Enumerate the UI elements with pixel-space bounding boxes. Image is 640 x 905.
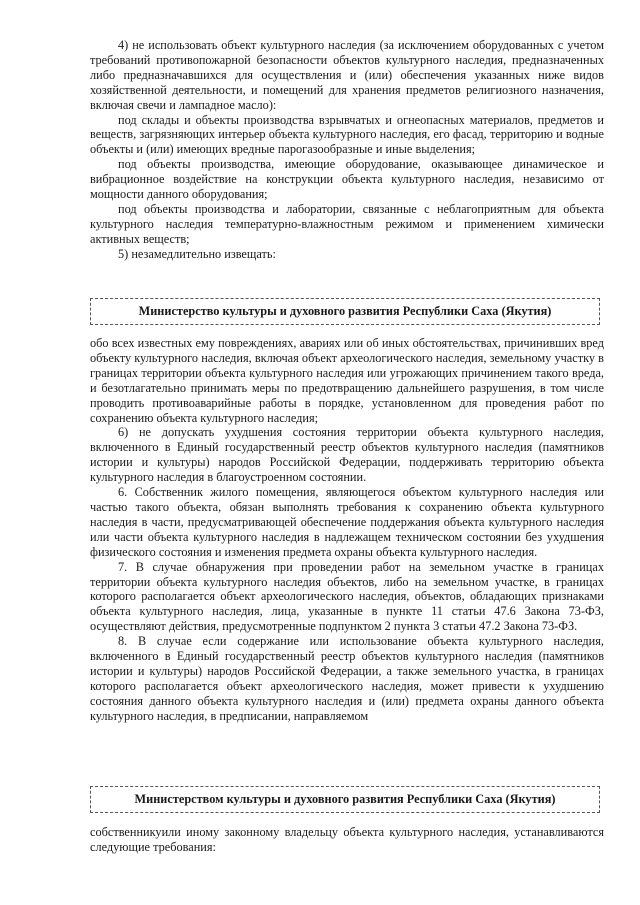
ministry-label: Министерство культуры и духовного развития Республики Саха (Якутия) bbox=[138, 304, 552, 318]
paragraph-item-6: 6) не допускать ухудшения состояния территории объекта культурного наследия, включенного в Единый государственный реестр объектов культурного наследия (памятников истории и культуры) народов Российской Федерации, поддерживать территорию объекта культурного наследия в благоустроенном состоянии. bbox=[90, 425, 604, 485]
paragraph-warehouses: под склады и объекты производства взрывчатых и огнеопасных материалов, предметов и веществ, загрязняющих интерьер объекта культурного наследия, его фасад, территорию и водные объекты и (или) имеющих вредные парогазообразные и иные выделения; bbox=[90, 112, 604, 157]
requirements-section bbox=[90, 825, 604, 855]
paragraph-requirements: собственникуили иному законному владельцу объекта культурного наследия, устанавливаются следующие требования: bbox=[90, 825, 604, 854]
obligations-section bbox=[90, 38, 604, 262]
paragraph-clause-8: 8. В случае если содержание или использование объекта культурного наследия, включенного в Единый государственный реестр объектов культурного наследия (памятников истории и культуры) народов Российской Федерации, а также земельного участка, в границах которого располагается объект археологического наследия, может привести к ухудшению состояния данного объекта культурного наследия и (или) предмета охраны данного объекта культурного наследия, в предписании, направляемом bbox=[90, 634, 604, 723]
paragraph-damage-notice: обо всех известных ему повреждениях, авариях или об иных обстоятельствах, причинивших вред объекту культурного наследия, включая объект археологического наследия, земельному участку в границах территории объекта культурного наследия или угрожающих причинением такого вреда, и безотлагательно принимать меры по предотвращению дальнейшего разрушения, в том числе проводить противоаварийные работы в порядке, установленном для проведения работ по сохранению объекта культурного наследия; bbox=[90, 336, 604, 425]
ministry-box bbox=[90, 786, 600, 813]
ministry-box bbox=[90, 298, 600, 325]
ministry-label: Министерством культуры и духовного развития Республики Саха (Якутия) bbox=[134, 792, 556, 806]
paragraph-laboratories: под объекты производства и лаборатории, связанные с неблагоприятным для объекта культурного наследия температурно-влажностным режимом и применением химически активных веществ; bbox=[90, 201, 604, 246]
notification-section bbox=[90, 336, 604, 724]
paragraph-item-4: 4) не использовать объект культурного наследия (за исключением оборудованных с учетом требований противопожарной безопасности объектов культурного наследия, предназначенных либо предназначавшихся для осуществления и (или) обеспечения указанных ниже видов хозяйственной деятельности, и помещений для хранения предметов религиозного назначения, включая свечи и лампадное масло): bbox=[90, 38, 604, 112]
paragraph-item-5: 5) незамедлительно извещать: bbox=[118, 246, 276, 261]
paragraph-production-objects: под объекты производства, имеющие оборудование, оказывающее динамическое и вибрационное воздействие на конструкции объекта культурного наследия, независимо от мощности данного оборудования; bbox=[90, 157, 604, 202]
paragraph-clause-6: 6. Собственник жилого помещения, являющегося объектом культурного наследия или частью такого объекта, обязан выполнять требования к сохранению объекта культурного наследия в части, предусматривающей обеспечение поддержания объекта культурного наследия или части объекта культурного наследия в надлежащем техническом состоянии без ухудшения физического состояния и изменения предмета охраны объекта культурного наследия. bbox=[90, 485, 604, 559]
paragraph-clause-7: 7. В случае обнаружения при проведении работ на земельном участке в границах территории объекта культурного наследия объектов, либо на земельном участке, в границах которого располагается объект археологического наследия, объектов, обладающих признаками объекта культурного наследия, лица, указанные в пункте 11 статьи 47.6 Закона 73-ФЗ, осуществляют действия, предусмотренные подпунктом 2 пункта 3 статьи 47.2 Закона 73-ФЗ. bbox=[90, 559, 604, 634]
